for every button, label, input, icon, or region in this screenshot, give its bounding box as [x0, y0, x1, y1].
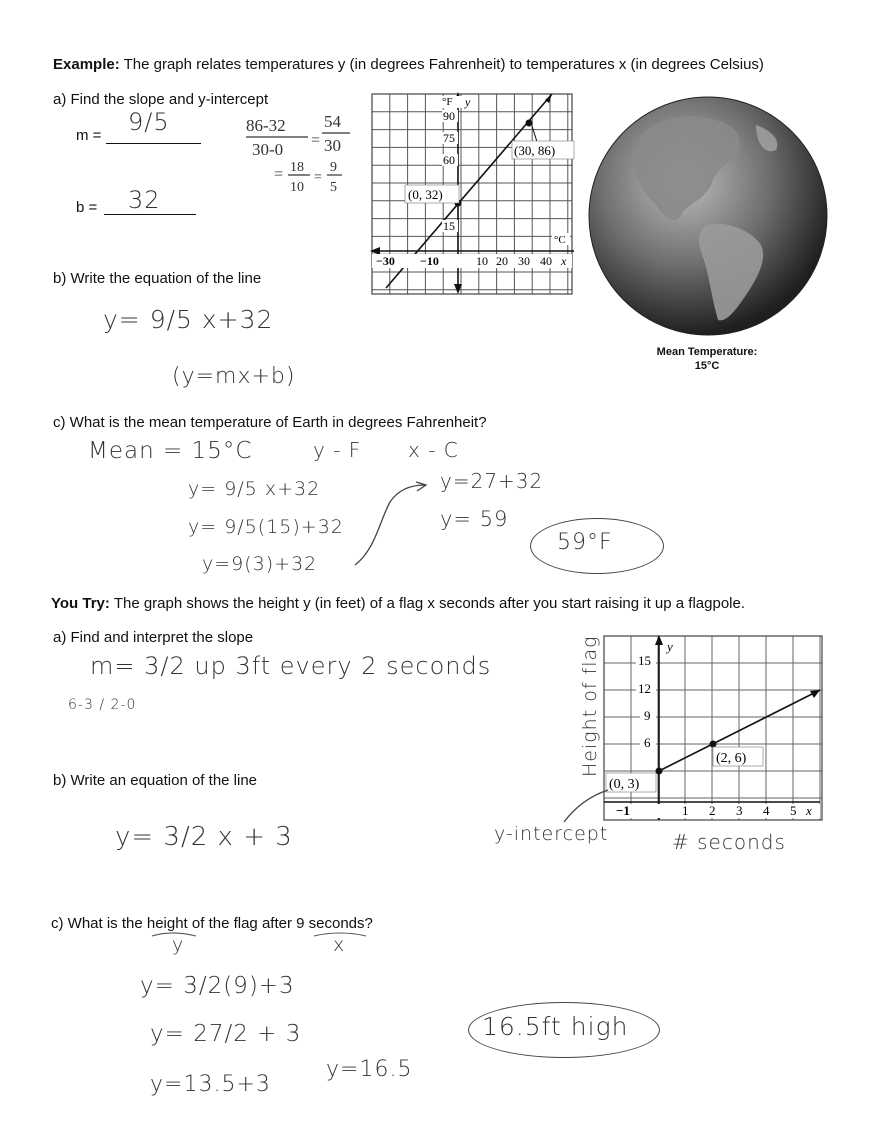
example-prompt-text: The graph relates temperatures y (in degrees Fahrenheit) to temperatures x (in degrees Celsius): [123, 56, 764, 73]
globe-caption-line2: 15°C: [694, 360, 720, 372]
youtry-prompt-text: The graph shows the height y (in feet) of a flag x seconds after you start raising it up a flagpole.: [113, 595, 745, 612]
flag-height-graph: [600, 634, 824, 824]
label-point-30-86: (30, 86): [514, 143, 556, 158]
c-mark-x: x: [333, 934, 346, 956]
example-prompt: [53, 56, 764, 73]
try-a-answer: m= 3/2 up 3ft every 2 seconds: [90, 652, 492, 680]
b-answer: 32: [128, 186, 161, 214]
c-work-1: y= 9/5 x+32: [188, 478, 321, 500]
work-den-1: 30-0: [252, 140, 284, 159]
work-num-2: 54: [324, 112, 341, 131]
flag-point-2-6: [710, 741, 717, 748]
y-tick-90: 90: [443, 109, 455, 123]
x-tick-neg30: −30: [376, 254, 395, 268]
y-f-note: y - F: [313, 438, 362, 462]
x-tick-neg10: −10: [420, 254, 439, 268]
point-30-86: [526, 120, 533, 127]
y-tick-60: 60: [443, 153, 455, 167]
y-axis-note: Height of flag: [579, 635, 601, 777]
try-c-answer: 16.5ft high: [482, 1012, 629, 1041]
try-part-a-prompt: a) Find and interpret the slope: [53, 629, 254, 646]
flag-y-tick-9: 9: [644, 708, 651, 723]
flag-label-0-3: (0, 3): [609, 777, 640, 792]
y-var-label: y: [465, 95, 471, 109]
y-tick-75: 75: [443, 131, 455, 145]
work-den-3: 10: [290, 180, 304, 195]
work-num-3: 18: [290, 160, 304, 175]
part-a-prompt: a) Find the slope and y-intercept: [53, 91, 269, 108]
x-tick-10: 10: [476, 254, 488, 268]
equation-answer: y= 9/5 x+32: [103, 305, 274, 334]
flag-x-tick-4: 4: [763, 803, 770, 818]
flag-y-tick-15: 15: [638, 653, 651, 668]
try-part-b-prompt: b) Write an equation of the line: [53, 772, 258, 789]
mean-note: Mean = 15°C: [88, 438, 253, 464]
try-part-c-prompt: c) What is the height of the flag after 9 seconds?: [51, 915, 373, 932]
y-intercept-note: y-intercept: [494, 823, 609, 845]
x-tick-30: 30: [518, 254, 530, 268]
globe-caption-line1: Mean Temperature:: [656, 346, 758, 358]
try-c-work-4: y=16.5: [326, 1057, 413, 1082]
part-c-prompt: c) What is the mean temperature of Earth in degrees Fahrenheit?: [53, 414, 487, 431]
m-label: m =: [76, 127, 102, 144]
c-work-5: y= 59: [440, 507, 509, 531]
slope-work: [238, 105, 358, 195]
work-den-4: 5: [330, 180, 337, 195]
try-c-work-3: y=13.5+3: [150, 1072, 271, 1097]
flag-x-tick-2: 2: [709, 803, 716, 818]
work-num-4: 9: [330, 160, 337, 175]
x-tick-40: 40: [540, 254, 552, 268]
try-b-answer: y= 3/2 x + 3: [115, 822, 293, 852]
intercept-arrow: [560, 786, 612, 826]
c-answer: 59°F: [557, 530, 613, 555]
flag-x-var: x: [806, 803, 812, 818]
svg-text:=: =: [311, 132, 321, 149]
flag-x-tick-neg1: −1: [616, 803, 630, 818]
x-c-note: x - C: [408, 438, 459, 462]
try-a-work: 6-3 / 2-0: [68, 697, 137, 713]
work-num-1: 86-32: [246, 116, 286, 135]
m-answer: 9/5: [128, 108, 170, 136]
flag-y-var: y: [667, 639, 673, 654]
temperature-graph: [368, 90, 578, 300]
c-underline-marks: [150, 930, 380, 960]
flag-label-2-6: (2, 6): [716, 751, 747, 766]
label-point-intercept: (0, 32): [408, 187, 443, 202]
svg-text:=: =: [274, 166, 284, 183]
x-unit-label: °C: [554, 234, 566, 246]
try-c-work-2: y= 27/2 + 3: [150, 1021, 302, 1047]
c-work-2: y= 9/5(15)+32: [188, 516, 344, 538]
y-unit-label: °F: [442, 96, 453, 108]
part-b-prompt: b) Write the equation of the line: [53, 270, 262, 287]
work-den-2: 30: [324, 136, 341, 155]
c-work-3: y=9(3)+32: [202, 553, 318, 575]
slope-intercept-form: (y=mx+b): [172, 364, 296, 389]
youtry-prompt: [51, 595, 745, 612]
x-tick-20: 20: [496, 254, 508, 268]
flag-x-tick-1: 1: [682, 803, 689, 818]
c-work-4: y=27+32: [440, 469, 544, 493]
c-mark-y: y: [172, 934, 185, 956]
flag-y-tick-12: 12: [638, 681, 651, 696]
flag-x-tick-5: 5: [790, 803, 797, 818]
m-answer-line: [106, 142, 201, 144]
try-c-work-1: y= 3/2(9)+3: [140, 973, 295, 999]
continue-arrow: [350, 480, 430, 570]
svg-text:=: =: [314, 170, 322, 185]
x-axis-note: # seconds: [672, 830, 786, 854]
earth-globe: [586, 95, 830, 337]
flag-x-tick-3: 3: [736, 803, 743, 818]
y-tick-15: 15: [443, 219, 455, 233]
b-label: b =: [76, 199, 98, 216]
flag-point-0-3: [656, 768, 663, 775]
youtry-lead: You Try:: [51, 595, 110, 612]
x-var-label: x: [561, 254, 567, 268]
example-lead: Example:: [53, 56, 120, 73]
flag-y-tick-6: 6: [644, 735, 651, 750]
globe-caption: [622, 345, 792, 373]
